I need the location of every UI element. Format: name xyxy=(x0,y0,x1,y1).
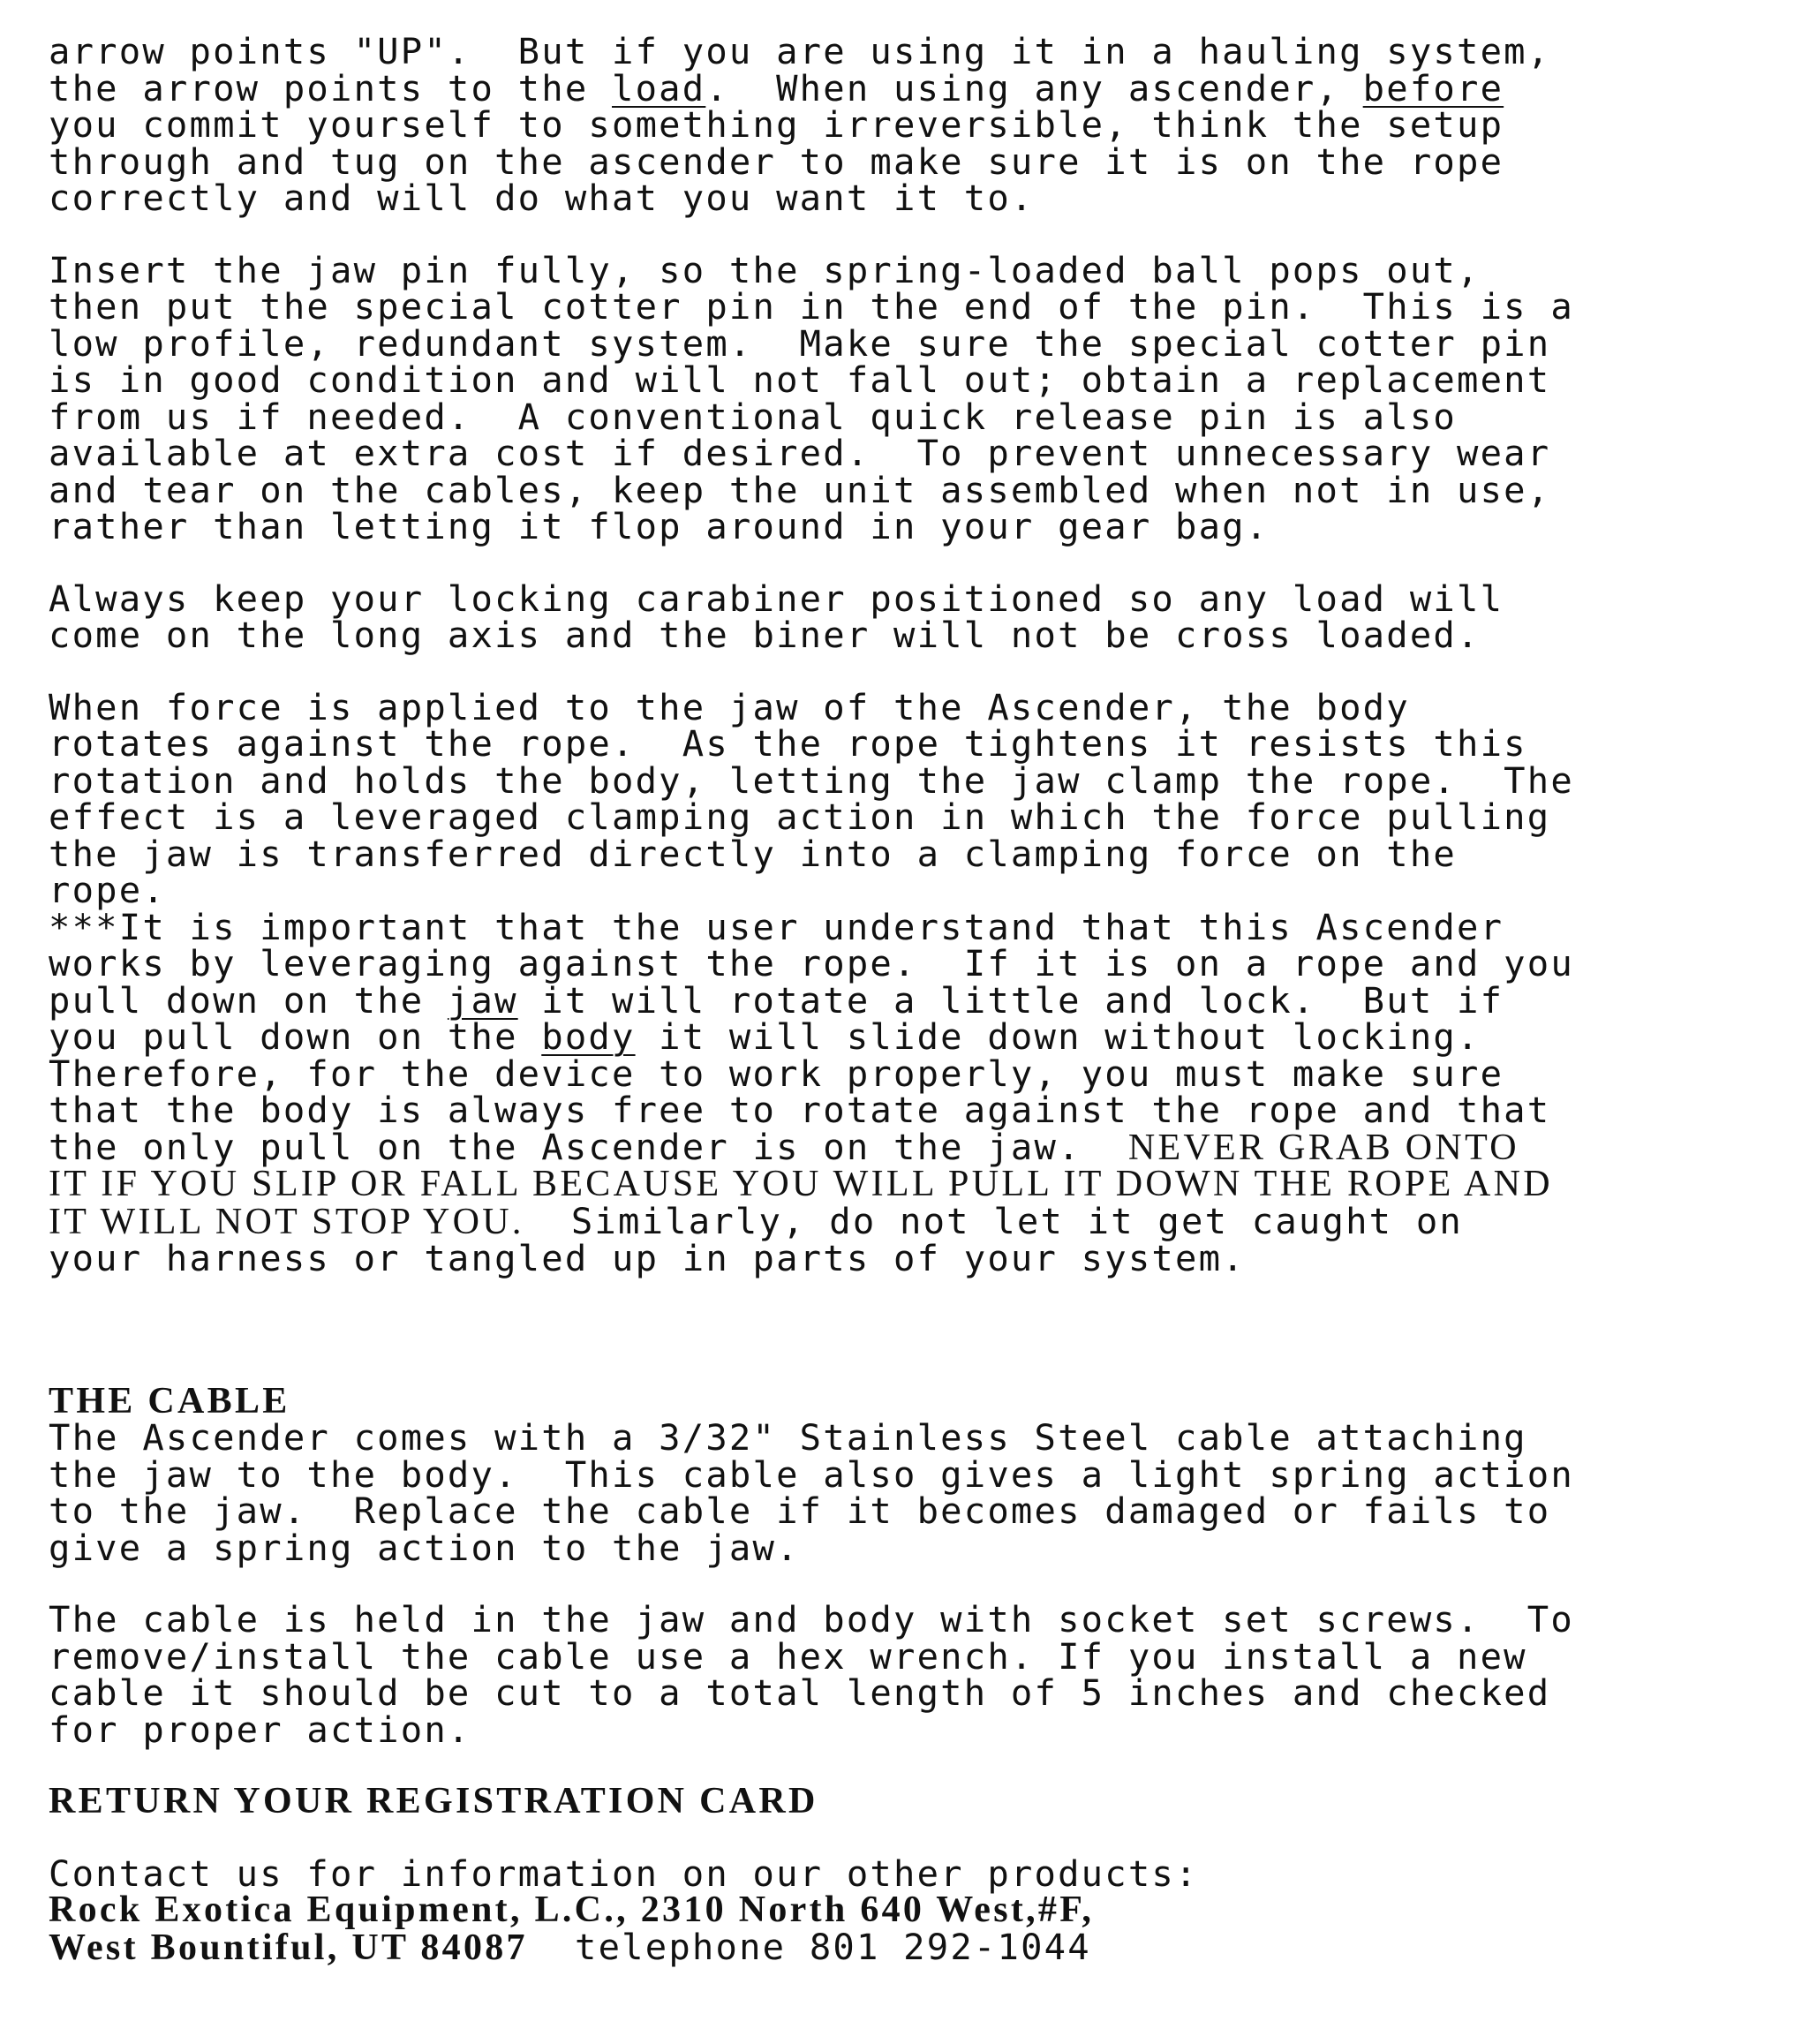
section-heading-registration: RETURN YOUR REGISTRATION CARD xyxy=(49,1781,818,1821)
underlined-word-body: body xyxy=(541,1015,636,1058)
paragraph-carabiner xyxy=(49,577,1779,656)
contact-block xyxy=(49,1852,1779,1968)
text-line: remove/install the cable use a hex wrench. If you install a new xyxy=(49,1634,1527,1678)
text-line: then put the special cotter pin in the end of the pin. This is a xyxy=(49,285,1574,328)
text-line: The cable is held in the jaw and body with socket set screws. To xyxy=(49,1598,1574,1640)
text-line: When force is applied to the jaw of the Ascender, the body xyxy=(49,685,1410,728)
text-line: rotates against the rope. As the rope tightens it resists this xyxy=(49,722,1527,765)
paragraph-how-it-works xyxy=(49,685,1779,1279)
underlined-word-jaw: jaw xyxy=(447,978,518,1022)
paragraph-ascender-direction xyxy=(49,30,1779,219)
text-line: that the body is always free to rotate against the rope and that xyxy=(49,1089,1551,1131)
text-line: The Ascender comes with a 3/32" Stainless Steel cable attaching xyxy=(49,1416,1527,1459)
text-line: arrow points "UP". But if you are using it in a hauling system, xyxy=(49,30,1551,72)
telephone: telephone 801 292-1044 xyxy=(527,1925,1091,1968)
text-line: rotation and holds the body, letting the jaw clamp the rope. The xyxy=(49,758,1574,802)
text-line: pull down on the jaw it will rotate a little and lock. But if xyxy=(49,978,1504,1022)
text-line: ***It is important that the user understand that this Ascender xyxy=(49,905,1504,948)
paragraph-jaw-pin xyxy=(49,248,1779,547)
text-line: rather than letting it flop around in your gear bag. xyxy=(49,505,1270,547)
warning-text: NEVER GRAB ONTO xyxy=(1127,1127,1519,1168)
company-address: Rock Exotica Equipment, L.C., 2310 North 640 West,#F, xyxy=(49,1889,1095,1930)
text-line: low profile, redundant system. Make sure the special cotter pin xyxy=(49,321,1551,365)
text-line: the arrow points to the load. When using any ascender, before xyxy=(49,66,1504,109)
text-line: Therefore, for the device to work properly, you must make sure xyxy=(49,1052,1504,1095)
underlined-word-before: before xyxy=(1362,66,1504,109)
text-line: effect is a leveraged clamping action in which the force pulling xyxy=(49,796,1551,838)
text-line: you pull down on the body it will slide down without locking. xyxy=(49,1015,1481,1058)
warning-text-line: IT IF YOU SLIP OR FALL BECAUSE YOU WILL PULL IT DOWN THE ROPE AND xyxy=(49,1164,1553,1204)
text-line: works by leveraging against the rope. If it is on a rope and you xyxy=(49,942,1574,984)
text-line: you commit yourself to something irreversible, think the setup xyxy=(49,103,1504,146)
warning-text: IT WILL NOT STOP YOU. xyxy=(49,1201,524,1242)
paragraph-cable-description xyxy=(49,1416,1779,1569)
text-line: through and tug on the ascender to make sure it is on the rope xyxy=(49,140,1504,183)
text-line: your harness or tangled up in parts of your system. xyxy=(49,1237,1246,1279)
text-line: the jaw to the body. This cable also gives a light spring action xyxy=(49,1452,1574,1496)
text-line: Always keep your locking carabiner positioned so any load will xyxy=(49,577,1504,620)
text-line: for proper action. xyxy=(49,1708,471,1751)
text-line: the only pull on the Ascender is on the jaw. NEVER GRAB ONTO xyxy=(49,1125,1519,1168)
text-line: and tear on the cables, keep the unit assembled when not in use, xyxy=(49,468,1551,511)
text-line: is in good condition and will not fall out; obtain a replacement xyxy=(49,358,1551,401)
instruction-page xyxy=(49,30,1779,1968)
company-location: West Bountiful, UT 84087 telephone 801 292-1044 xyxy=(49,1925,1091,1968)
contact-intro: Contact us for information on our other products: xyxy=(49,1852,1199,1895)
text-line: rope. xyxy=(49,869,166,911)
text-line: Insert the jaw pin fully, so the spring-loaded ball pops out, xyxy=(49,248,1481,291)
text-line: from us if needed. A conventional quick release pin is also xyxy=(49,395,1457,438)
underlined-word-load: load xyxy=(612,66,706,109)
paragraph-cable-install xyxy=(49,1598,1779,1751)
section-heading-cable: THE CABLE xyxy=(49,1380,290,1422)
text-line: the jaw is transferred directly into a clamping force on the xyxy=(49,832,1457,875)
text-line: available at extra cost if desired. To prevent unnecessary wear xyxy=(49,432,1551,474)
text-line: to the jaw. Replace the cable if it becomes damaged or fails to xyxy=(49,1490,1551,1532)
text-line: cable it should be cut to a total length of 5 inches and checked xyxy=(49,1671,1551,1714)
text-line: give a spring action to the jaw. xyxy=(49,1526,800,1569)
text-line: IT WILL NOT STOP YOU. Similarly, do not let it get caught on xyxy=(49,1199,1464,1242)
text-line: correctly and will do what you want it to. xyxy=(49,177,1035,219)
text-line: come on the long axis and the biner will not be cross loaded. xyxy=(49,614,1481,656)
